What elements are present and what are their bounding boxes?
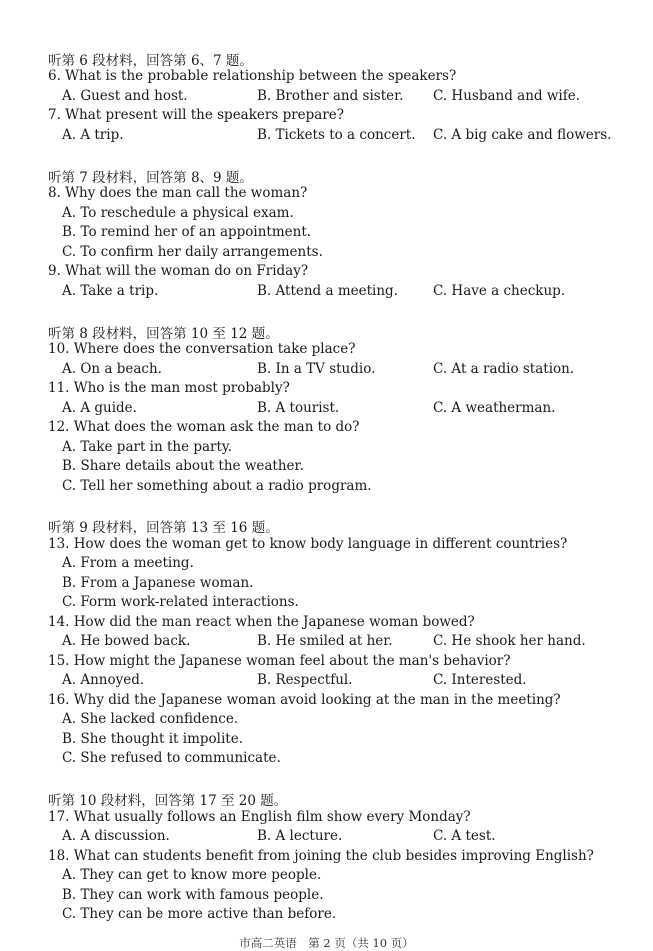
option-a: A. To reschedule a physical exam. [62,205,294,221]
option-b: B. Share details about the weather. [62,458,304,474]
question-13: 13. How does the woman get to know body language in different countries? [48,536,568,552]
option-c: C. Interested. [433,672,527,688]
question-7: 7. What present will the speakers prepare? [48,107,345,123]
option-b: B. Attend a meeting. [257,283,398,299]
question-15: 15. How might the Japanese woman feel about the man's behavior? [48,653,511,669]
question-10: 10. Where does the conversation take place? [48,341,356,357]
option-a: A. A guide. [62,400,137,416]
option-b: B. A tourist. [257,400,340,416]
option-a: A. From a meeting. [62,555,194,571]
option-c: C. She refused to communicate. [62,750,281,766]
section-header: 听第 10 段材料，回答第 17 至 20 题。 [48,793,288,809]
option-b: B. From a Japanese woman. [62,575,254,591]
option-b: B. Tickets to a concert. [257,127,416,143]
page-footer: 市高二英语 第 2 页（共 10 页） [239,936,414,950]
option-a: A. Take part in the party. [62,439,233,455]
option-b: B. A lecture. [257,828,343,844]
option-a: A. Guest and host. [62,88,188,104]
option-c: C. Form work-related interactions. [62,594,299,610]
question-12: 12. What does the woman ask the man to do? [48,419,360,435]
question-9: 9. What will the woman do on Friday? [48,263,309,279]
option-a: A. Annoyed. [62,672,145,688]
question-18: 18. What can students benefit from joining the club besides improving English? [48,848,594,864]
section-header: 听第 8 段材料，回答第 10 至 12 题。 [48,326,279,342]
option-c: C. To confirm her daily arrangements. [62,244,323,260]
option-c: C. A big cake and flowers. [433,127,612,143]
option-c: C. A test. [433,828,496,844]
option-c: C. They can be more active than before. [62,906,337,922]
option-a: A. She lacked confidence. [62,711,239,727]
option-b: B. In a TV studio. [257,361,376,377]
question-16: 16. Why did the Japanese woman avoid looking at the man in the meeting? [48,692,561,708]
option-a: A. Take a trip. [62,283,159,299]
option-c: C. Husband and wife. [433,88,580,104]
option-b: B. They can work with famous people. [62,887,324,903]
option-b: B. He smiled at her. [257,633,393,649]
option-c: C. Tell her something about a radio program. [62,478,372,494]
option-c: C. A weatherman. [433,400,556,416]
question-17: 17. What usually follows an English film show every Monday? [48,809,471,825]
option-a: A. A discussion. [62,828,170,844]
section-header: 听第 9 段材料，回答第 13 至 16 题。 [48,520,279,536]
question-6: 6. What is the probable relationship between the speakers? [48,68,457,84]
option-a: A. They can get to know more people. [62,867,322,883]
option-b: B. Respectful. [257,672,353,688]
question-14: 14. How did the man react when the Japanese woman bowed? [48,614,475,630]
question-11: 11. Who is the man most probably? [48,380,290,396]
option-b: B. Brother and sister. [257,88,404,104]
option-b: B. She thought it impolite. [62,731,243,747]
option-c: C. At a radio station. [433,361,575,377]
option-a: A. On a beach. [62,361,162,377]
option-c: C. He shook her hand. [433,633,586,649]
section-header: 听第 7 段材料，回答第 8、9 题。 [48,170,253,186]
option-a: A. He bowed back. [62,633,191,649]
question-8: 8. Why does the man call the woman? [48,185,308,201]
option-b: B. To remind her of an appointment. [62,224,312,240]
option-a: A. A trip. [62,127,124,143]
section-header: 听第 6 段材料，回答第 6、7 题。 [48,53,253,69]
option-c: C. Have a checkup. [433,283,566,299]
